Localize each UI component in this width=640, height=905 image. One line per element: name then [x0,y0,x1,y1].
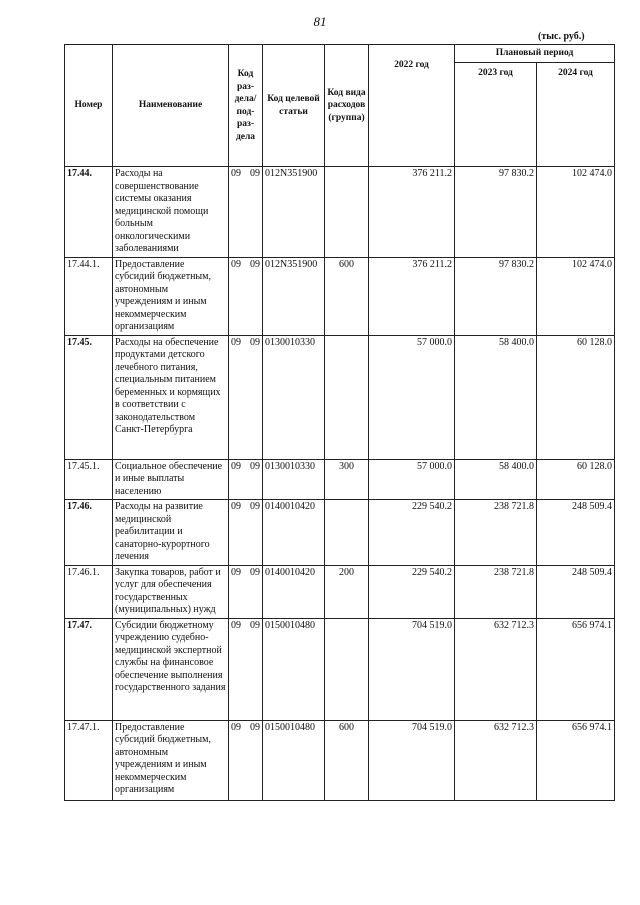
row-target: 0150010480 [263,618,325,720]
row-expense-type: 200 [325,565,369,618]
row-expense-type: 300 [325,459,369,500]
row-razdel: 09 [231,721,241,733]
row-2022: 376 211.2 [369,167,455,258]
row-2023: 238 721.8 [455,500,537,566]
row-2023: 632 712.3 [455,618,537,720]
header-section: Код раз- дела/ под- раз- дела [229,45,263,167]
row-number: 17.45.1. [65,459,113,500]
row-2024: 102 474.0 [537,167,615,258]
header-target: Код целевой статьи [263,45,325,167]
row-name: Предоставление субсидий бюджетным, автономным учреждениям и иным некоммерческим организациям [113,720,229,800]
row-razdel: 09 [231,619,241,631]
row-expense-type [325,500,369,566]
row-2022: 704 519.0 [369,720,455,800]
row-razdel: 09 [231,258,241,270]
row-expense-type [325,618,369,720]
row-name: Расходы на совершенствование системы оказания медицинской помощи больным онкологическими заболеваниями [113,167,229,258]
row-2022: 704 519.0 [369,618,455,720]
table-row [65,257,615,335]
table-row [65,565,615,618]
row-section [229,335,263,459]
row-name: Закупка товаров, работ и услуг для обеспечения государственных (муниципальных) нужд [113,565,229,618]
row-2024: 60 128.0 [537,335,615,459]
row-section [229,618,263,720]
header-2022: 2022 год [369,45,455,167]
row-2024: 102 474.0 [537,257,615,335]
row-section [229,565,263,618]
row-section [229,720,263,800]
row-expense-type: 600 [325,257,369,335]
row-podrazdel: 09 [250,721,260,733]
row-2023: 632 712.3 [455,720,537,800]
row-2022: 229 540.2 [369,500,455,566]
row-podrazdel: 09 [250,619,260,631]
budget-table [64,44,615,801]
row-2023: 58 400.0 [455,459,537,500]
row-2022: 57 000.0 [369,335,455,459]
row-number: 17.44. [65,167,113,258]
header-planned: Плановый период [455,45,615,63]
row-section [229,459,263,500]
row-target: 012N351900 [263,167,325,258]
table-row [65,459,615,500]
row-2024: 248 509.4 [537,565,615,618]
row-target: 0140010420 [263,565,325,618]
row-razdel: 09 [231,336,241,348]
row-razdel: 09 [231,501,241,512]
row-target: 012N351900 [263,257,325,335]
row-2022: 229 540.2 [369,565,455,618]
row-number: 17.45. [65,335,113,459]
row-expense-type [325,167,369,258]
row-2024: 656 974.1 [537,720,615,800]
row-2023: 238 721.8 [455,565,537,618]
table-row [65,618,615,720]
row-podrazdel: 09 [250,336,260,348]
row-number: 17.46. [65,500,113,566]
units-label: (тыс. руб.) [538,31,585,42]
row-2024: 60 128.0 [537,459,615,500]
table-body [65,167,615,801]
header-name: Наименование [113,45,229,167]
row-target: 0130010330 [263,459,325,500]
row-number: 17.47.1. [65,720,113,800]
header-number: Номер [65,45,113,167]
row-number: 17.44.1. [65,257,113,335]
row-section [229,500,263,566]
row-razdel: 09 [231,460,241,472]
row-2023: 58 400.0 [455,335,537,459]
row-section [229,167,263,258]
row-number: 17.46.1. [65,565,113,618]
row-expense-type: 600 [325,720,369,800]
row-podrazdel: 09 [250,566,260,578]
row-2023: 97 830.2 [455,167,537,258]
row-podrazdel: 09 [250,168,260,179]
row-section [229,257,263,335]
table-row [65,500,615,566]
table-row [65,167,615,258]
row-2024: 248 509.4 [537,500,615,566]
header-2023: 2023 год [455,63,537,167]
row-2024: 656 974.1 [537,618,615,720]
row-2022: 57 000.0 [369,459,455,500]
row-2023: 97 830.2 [455,257,537,335]
row-name: Социальное обеспечение и иные выплаты населению [113,459,229,500]
table-row [65,335,615,459]
page-number: 81 [313,14,327,29]
row-target: 0140010420 [263,500,325,566]
header-2024: 2024 год [537,63,615,167]
table-row [65,720,615,800]
row-podrazdel: 09 [250,501,260,512]
row-expense-type [325,335,369,459]
row-2022: 376 211.2 [369,257,455,335]
row-name: Расходы на развитие медицинской реабилитации и санаторно-курортного лечения [113,500,229,566]
header-expense-type: Код вида расходов (группа) [325,45,369,167]
row-number: 17.47. [65,618,113,720]
row-target: 0130010330 [263,335,325,459]
row-target: 0150010480 [263,720,325,800]
row-razdel: 09 [231,168,241,179]
row-name: Предоставление субсидий бюджетным, автономным учреждениям и иным некоммерческим организациям [113,257,229,335]
row-name: Субсидии бюджетному учреждению судебно-медицинской экспертной службы на финансовое обеспечение выполнения государственного задания [113,618,229,720]
row-podrazdel: 09 [250,258,260,270]
row-podrazdel: 09 [250,460,260,472]
row-name: Расходы на обеспечение продуктами детского лечебного питания, специальным питанием беременных и кормящих в соответствии с законодательством Санкт-Петербурга [113,335,229,459]
row-razdel: 09 [231,566,241,578]
